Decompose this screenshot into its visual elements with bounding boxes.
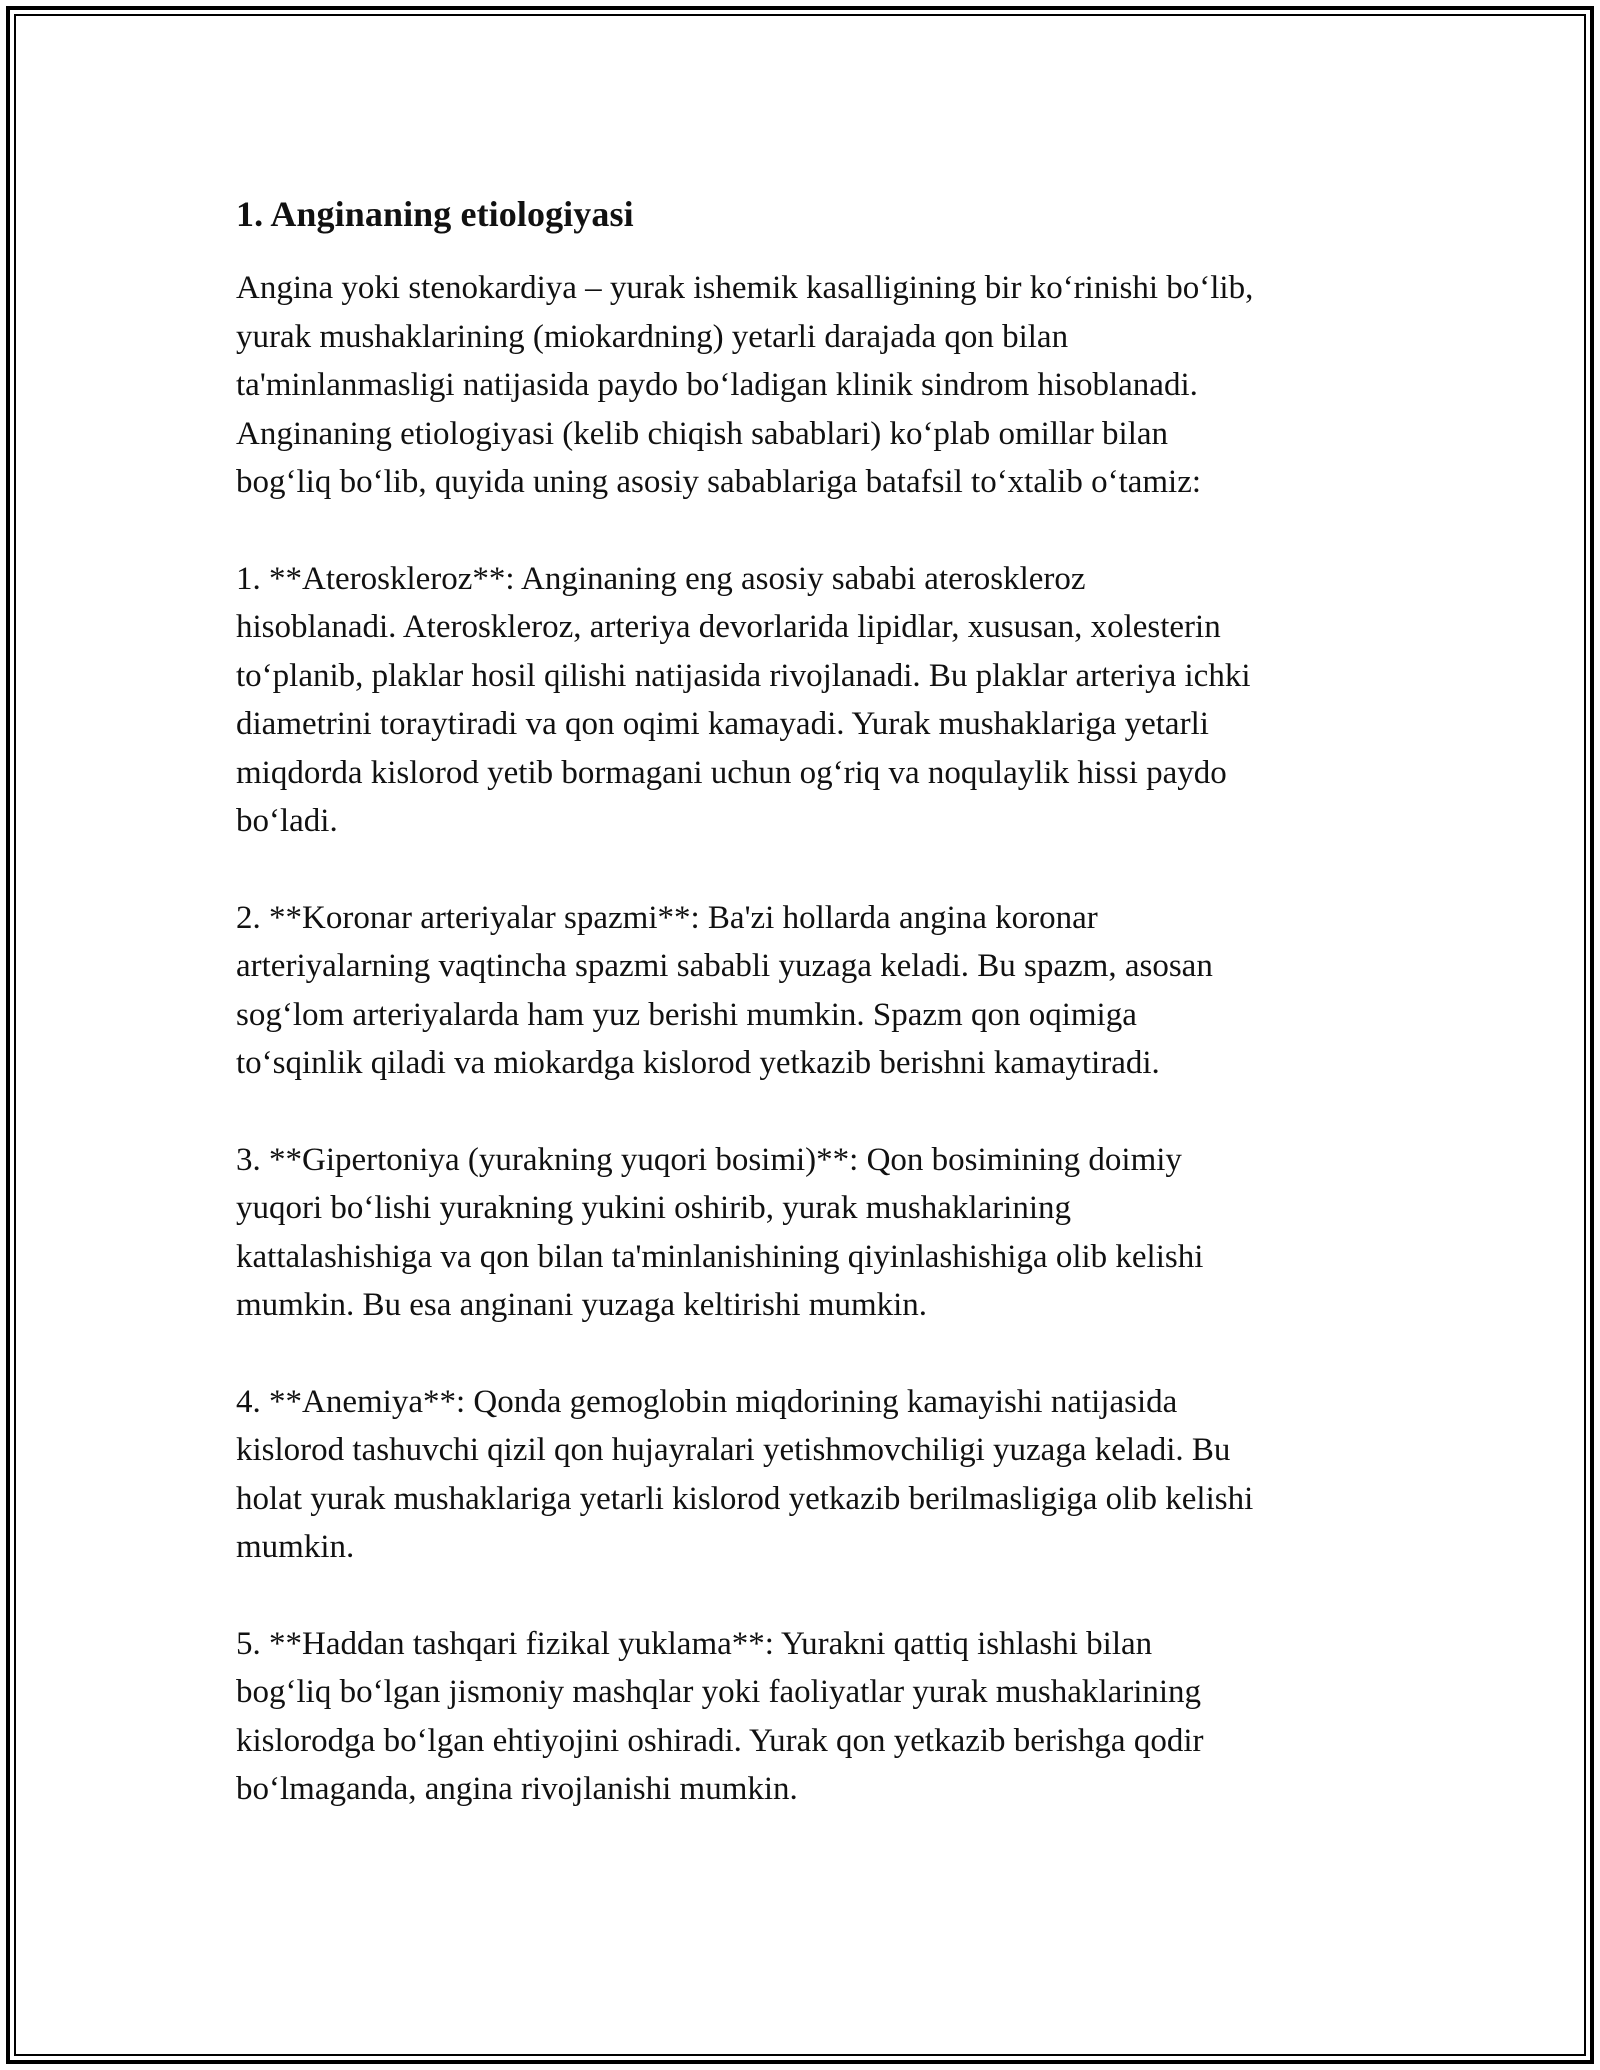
section-line: to‘sqinlik qiladi va miokardga kislorod yetkazib berishni kamaytiradi. bbox=[236, 1045, 1160, 1081]
section-line: 5. **Haddan tashqari fizikal yuklama**: Yurakni qattiq ishlashi bilan bbox=[236, 1625, 1153, 1662]
section-line: 1. **Ateroskleroz**: Anginaning eng asosiy sababi ateroskleroz bbox=[236, 560, 1086, 597]
intro-line: Angina yoki stenokardiya – yurak ishemik kasalligining bir ko‘rinishi bo‘lib, bbox=[236, 270, 1254, 306]
section-line: bo‘ladi. bbox=[236, 803, 338, 839]
section-line: to‘planib, plaklar hosil qilishi natijasida rivojlanadi. Bu plaklar arteriya ichki bbox=[236, 657, 1251, 694]
section-line: bog‘liq bo‘lgan jismoniy mashqlar yoki faoliyatlar yurak mushaklarining bbox=[236, 1674, 1202, 1710]
section-line: 2. **Koronar arteriyalar spazmi**: Ba'zi hollarda angina koronar bbox=[236, 899, 1098, 936]
section-line: mumkin. bbox=[236, 1529, 355, 1565]
document-title: 1. Anginaning etiologiyasi bbox=[236, 194, 634, 234]
section-line: hisoblanadi. Ateroskleroz, arteriya devorlarida lipidlar, xususan, xolesterin bbox=[236, 609, 1221, 645]
section-line: arteriyalarning vaqtincha spazmi sababli yuzaga keladi. Bu spazm, asosan bbox=[236, 948, 1213, 984]
document-body bbox=[236, 188, 1376, 1814]
intro-line: Anginaning etiologiyasi (kelib chiqish sabablari) ko‘plab omillar bilan bbox=[236, 415, 1169, 452]
section-line: diametrini toraytiradi va qon oqimi kamayadi. Yurak mushaklariga yetarli bbox=[236, 706, 1209, 742]
section-hypertension bbox=[236, 1136, 1376, 1330]
section-line: yuqori bo‘lishi yurakning yukini oshirib, yurak mushaklarining bbox=[236, 1190, 1071, 1226]
section-line: holat yurak mushaklariga yetarli kislorod yetkazib berilmasligiga olib kelishi bbox=[236, 1480, 1254, 1517]
section-anemia bbox=[236, 1378, 1376, 1572]
intro-line: ta'minlanmasligi natijasida paydo bo‘ladigan klinik sindrom hisoblanadi. bbox=[236, 367, 1198, 403]
section-line: kislorod tashuvchi qizil qon hujayralari yetishmovchiligi yuzaga keladi. Bu bbox=[236, 1432, 1231, 1468]
section-physical-load bbox=[236, 1620, 1376, 1814]
section-line: kislorodga bo‘lgan ehtiyojini oshiradi. Yurak qon yetkazib berishga qodir bbox=[236, 1722, 1204, 1759]
section-line: 4. **Anemiya**: Qonda gemoglobin miqdorining kamayishi natijasida bbox=[236, 1383, 1178, 1420]
section-line: miqdorda kislorod yetib bormagani uchun og‘riq va noqulaylik hissi paydo bbox=[236, 754, 1227, 791]
section-line: sog‘lom arteriyalarda ham yuz berishi mumkin. Spazm qon oqimiga bbox=[236, 996, 1137, 1033]
section-line: bo‘lmaganda, angina rivojlanishi mumkin. bbox=[236, 1771, 798, 1807]
section-atherosclerosis bbox=[236, 555, 1376, 846]
intro-line: yurak mushaklarining (miokardning) yetarli darajada qon bilan bbox=[236, 318, 1069, 355]
section-line: 3. **Gipertoniya (yurakning yuqori bosimi)**: Qon bosimining doimiy bbox=[236, 1141, 1182, 1178]
section-line: mumkin. Bu esa anginani yuzaga keltirishi mumkin. bbox=[236, 1287, 928, 1323]
intro-line: bog‘liq bo‘lib, quyida uning asosiy sabablariga batafsil to‘xtalib o‘tamiz: bbox=[236, 464, 1202, 500]
section-coronary-spasm bbox=[236, 894, 1376, 1088]
intro-paragraph bbox=[236, 264, 1376, 507]
section-line: kattalashishiga va qon bilan ta'minlanishining qiyinlashishiga olib kelishi bbox=[236, 1238, 1204, 1275]
